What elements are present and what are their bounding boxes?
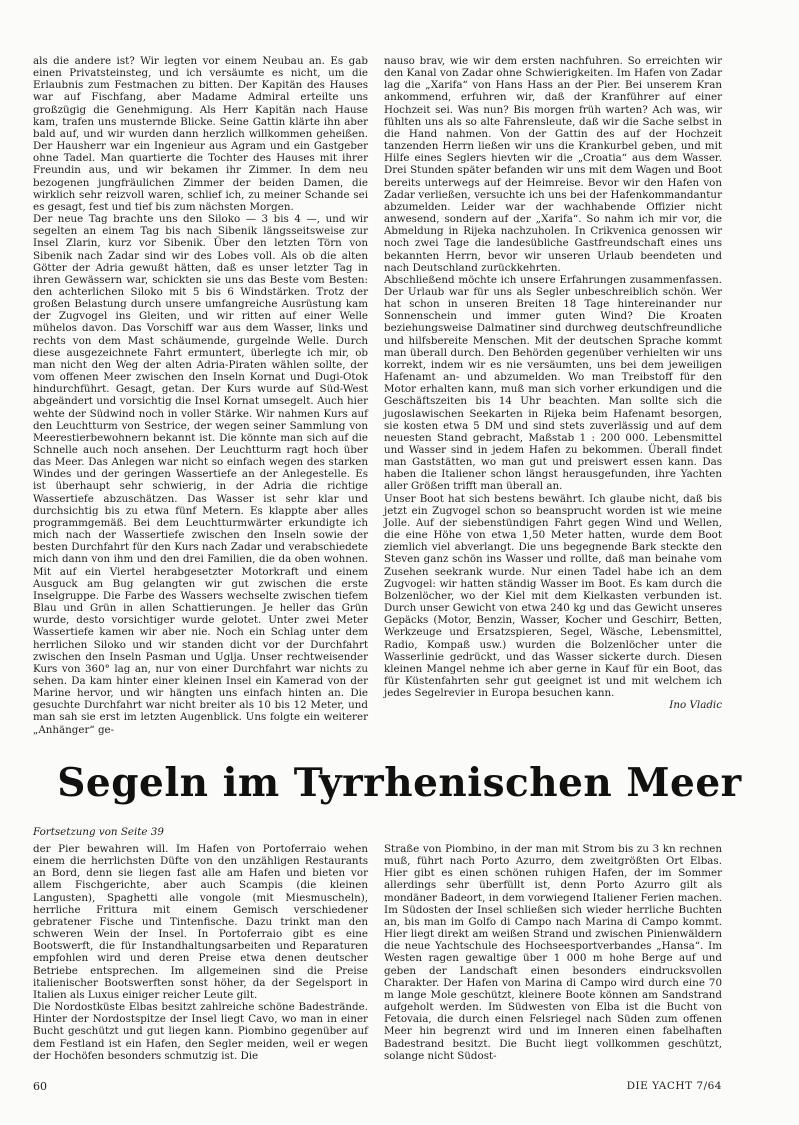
paragraph: nauso brav, wie wir dem ersten nachfuhren. So erreichten wir den Kanal von Zadar ohne Schwierigkeiten. Im Hafen von Zadar lag die „Xarifa“ von Hans Hass an der Pier. Bei unserem Kran ankommend, erfuhren wir, daß der Kranführer auf einer Hochzeit sei. Was nun? Bis morgen früh warten? Ach was, wir fühlten uns als so alte Fahrensleute, daß wir die Sache selbst in die Hand nahmen. Von der Gattin des auf der Hochzeit tanzenden Herrn ließen wir uns die Krankurbel geben, und mit Hilfe eines Seglers hievten wir die „Croatia“ aus dem Wasser. Drei Stunden später befanden wir uns mit dem Wagen und Boot bereits unterwegs auf der Heimreise. Bevor wir den Hafen von Zadar verließen, versuchte ich uns bei der Hafenkommandantur abzumelden. Leider war der wachhabende Offizier nicht anwesend, sondern auf der „Xarifa“. So nahm ich mir vor, die Abmeldung in Rijeka nachzuholen. In Crikvenica genossen wir noch zwei Tage die landesübliche Gastfreundschaft eines uns bekannten Herrn, bevor wir unseren Urlaub beendeten und nach Deutschland zurückkehrten.: [384, 55, 722, 274]
article-top-left-column: [33, 55, 368, 736]
paragraph: Der neue Tag brachte uns den Siloko — 3 bis 4 —, und wir segelten an einem Tag bis nach Sibenik längsseitsweise zur Insel Zlarin, kurz vor Sibenik. Über den letzten Törn von Sibenik nach Zadar sind wir des Lobes voll. Als ob die alten Götter der Adria gewußt hätten, daß es unser letzter Tag in ihren Gewässern war, schickten sie uns das Beste vom Besten: den achterlichen Siloko mit 5 bis 6 Windstärken. Trotz der großen Belastung durch unsere umfangreiche Ausrüstung kam der Zugvogel ins Gleiten, und wir ritten auf einer Welle mühelos davon. Das Vorschiff war aus dem Wasser, links und rechts von dem Mast schäumende, gurgelnde Welle. Durch diese ausgezeichnete Fahrt ermuntert, überlegte ich mir, ob man nicht den Weg der alten Adria-Piraten wählen sollte, der vom offenen Meer zwischen den Inseln Kornat und Dugi-Otok hindurchführt. Gesagt, getan. Der Kurs wurde auf Süd-West abgeändert und vorsichtig die Insel Kornat umsegelt. Auch hier wehte der Südwind noch in voller Stärke. Wir nahmen Kurs auf den Leuchtturm von Sestrice, der wegen seiner Sammlung von Meerestierbewohnern bekannt ist. Die könnte man sich auf die Schnelle auch noch ansehen. Der Leuchtturm ragt hoch über das Meer. Das Anlegen war nicht so einfach wegen des starken Windes und der geringen Wassertiefe an der Anlegestelle. Es ist überhaupt sehr schwierig, in der Adria die richtige Wassertiefe abzuschätzen. Das Wasser ist sehr klar und durchsichtig bis zu etwa fünf Metern. Es klappte aber alles programmgemäß. Bei dem Leuchtturmwärter erkundigte ich mich nach der Wassertiefe zwischen den Inseln sowie der besten Durchfahrt für den Kurs nach Zadar und verabschiedete mich dann von ihm und den drei Familien, die da oben wohnen. Mit auf ein Viertel herabgesetzter Motorkraft und einem Ausguck am Bug gelangten wir gut zwischen die erste Inselgruppe. Die Farbe des Wassers wechselte zwischen tiefem Blau und Grün in allen Schattierungen. Je heller das Grün wurde, desto vorsichtiger wurde gelotet. Unter zwei Meter Wassertiefe kamen wir aber nie. Noch ein Schlag unter dem herrlichen Siloko und wir standen dicht vor der Durchfahrt zwischen den Inseln Pasman und Uglja. Unser rechtweisender Kurs von 360° lag an, nur von einer Durchfahrt war nichts zu sehen. Da kam hinter einer kleinen Insel ein Kamerad von der Marine hervor, und wir hängten uns einfach hinten an. Die gesuchte Durchfahrt war nicht breiter als 10 bis 12 Meter, und man sah sie erst im letzten Augenblick. Uns folgte ein weiterer „Anhänger“ ge-: [33, 213, 368, 736]
paragraph: Straße von Piombino, in der man mit Strom bis zu 3 kn rechnen muß, führt nach Porto Azurro, dem zweitgrößten Ort Elbas. Hier gibt es einen schönen ruhigen Hafen, der im Sommer allerdings sehr überfüllt ist, denn Porto Azurro gilt als mondäner Badeort, in dem vorwiegend Italiener Ferien machen. Im Südosten der Insel schließen sich wieder herrliche Buchten an, bis man im Golfo di Campo nach Marina di Campo kommt. Hier liegt direkt am weißen Strand und zwischen Pinienwäldern die neue Yachtschule des Hochseesportverbandes „Hansa“. Im Westen ragen gewaltige über 1 000 m hohe Berge auf und geben der Landschaft einen besonders eindrucksvollen Charakter. Der Hafen von Marina di Campo wird durch eine 70 m lange Mole geschützt, kleinere Boote können am Sandstrand aufgeholt werden. Im Südwesten von Elba ist die Bucht von Fetovaia, die durch einen Felsriegel nach Süden zum offenen Meer hin begrenzt wird und im Inneren einen fabelhaften Badestrand besitzt. Die Bucht liegt vollkommen geschützt, solange nicht Südost-: [384, 843, 722, 1062]
paragraph: der Pier bewahren will. Im Hafen von Portoferraio wehen einem die herrlichsten Düfte von den unzähligen Restaurants an Bord, denn sie liegen fast alle am Hafen und bieten vor allem Fischgerichte, aber auch Scampis (die kleinen Langusten), Spaghetti alle vongole (mit Miesmuscheln), herrliche Frittura mit einem Gemisch verschiedener gebratener Fische und Tintenfische. Dazu trinkt man den schweren Wein der Insel. In Portoferraio gibt es eine Bootswerft, die für Instandhaltungsarbeiten und Reparaturen empfohlen wird und deren Preise etwa denen deutscher Betriebe entsprechen. Im allgemeinen sind die Preise italienischer Bootswerften sonst höher, da der Segelsport in Italien als Luxus einiger reicher Leute gilt.: [33, 843, 368, 1001]
article-bottom-left-column: [33, 843, 368, 1062]
article-top-right-column: [384, 55, 722, 711]
magazine-issue: DIE YACHT 7/64: [626, 1080, 722, 1092]
paragraph: Unser Boot hat sich bestens bewährt. Ich glaube nicht, daß bis jetzt ein Zugvogel schon so beansprucht worden ist wie meine Jolle. Auf der siebenstündigen Fahrt gegen Wind und Wellen, die eine Höhe von etwa 1,50 Meter hatten, wurde dem Boot ziemlich viel abverlangt. Die uns begegnende Bark steckte den Steven ganz schön ins Wasser und rollte, daß man beinahe vom Zusehen seekrank wurde. Nur einen Tadel habe ich an dem Zugvogel: wir hatten ständig Wasser im Boot. Es kam durch die Bolzenlöcher, wo der Kiel mit dem Kielkasten verbunden ist. Durch unser Gewicht von etwa 240 kg und das Gewicht unseres Gepäcks (Motor, Benzin, Wasser, Kocher und Geschirr, Betten, Werkzeuge und Ersatzspieren, Segel, Wäsche, Lebensmittel, Radio, Kompaß usw.) wurden die Bolzenlöcher unter die Wasserlinie gedrückt, und das Wasser sickerte durch. Diesen kleinen Mangel nehme ich aber gerne in Kauf für ein Boot, das für Küstenfahrten sehr gut geeignet ist und mit welchem ich jedes Segelrevier in Europa besuchen kann.: [384, 492, 722, 700]
paragraph: Abschließend möchte ich unsere Erfahrungen zusammenfassen. Der Urlaub war für uns als Segler unbeschreiblich schön. Wer hat schon in unseren Breiten 18 Tage hintereinander nur Sonnenschein und immer guten Wind? Die Kroaten beziehungsweise Dalmatiner sind durchweg deutschfreundliche und hilfsbereite Menschen. Mit der deutschen Sprache kommt man überall durch. Den Behörden gegenüber verhielten wir uns korrekt, indem wir es nie versäumten, uns bei dem jeweiligen Hafenamt an- und abzumelden. Wo man Treibstoff für den Motor erhalten kann, muß man sich vorher erkundigen und die Geschäftszeiten bis 14 Uhr beachten. Man sollte sich die jugoslawischen Seekarten in Rijeka beim Hafenamt besorgen, sie kosten etwa 5 DM und sind stets zuverlässig und auf dem neuesten Stand gebracht, Maßstab 1 : 200 000. Lebensmittel und Wasser sind in jedem Hafen zu bekommen. Überall findet man Gaststätten, wo man gut und preiswert essen kann. Das haben die Italiener schon längst herausgefunden, ihre Yachten aller Größen trifft man überall an.: [384, 273, 722, 493]
article-bottom-right-column: [384, 843, 722, 1062]
article-headline: Segeln im Tyrrhenischen Meer: [57, 760, 742, 806]
author-signature: Ino Vladic: [669, 699, 722, 712]
paragraph: als die andere ist? Wir legten vor einem Neubau an. Es gab einen Privatsteinsteg, und ich versäumte es nicht, um die Erlaubnis zum Festmachen zu bitten. Der Kapitän des Hauses war auf Fischfang, aber Madame Admiral erteilte uns großzügig die Genehmigung. Als Herr Kapitän nach Hause kam, trafen uns musternde Blicke. Seine Gattin klärte ihn aber bald auf, und wir wurden dann herzlich willkommen geheißen. Der Hausherr war ein Ingenieur aus Agram und ein Gastgeber ohne Tadel. Man quartierte die Tochter des Hauses mit ihrer Freundin aus, und wir bekamen ihr Zimmer. In dem neu bezogenen jungfräulichen Zimmer der beiden Damen, die wirklich sehr reizvoll waren, schlief ich, zu meiner Schande sei es gesagt, fest und tief bis zum nächsten Morgen.: [33, 55, 368, 213]
page-number: 60: [33, 1080, 47, 1093]
continued-from-note: Fortsetzung von Seite 39: [33, 826, 164, 838]
paragraph: Die Nordostküste Elbas besitzt zahlreiche schöne Badestrände. Hinter der Nordostspitze der Insel liegt Cavo, wo man in einer Bucht geschützt und gut liegen kann. Piombino gegenüber auf dem Festland ist ein Hafen, den Segler meiden, weil er wegen der Hochöfen besonders schmutzig ist. Die: [33, 1001, 368, 1062]
